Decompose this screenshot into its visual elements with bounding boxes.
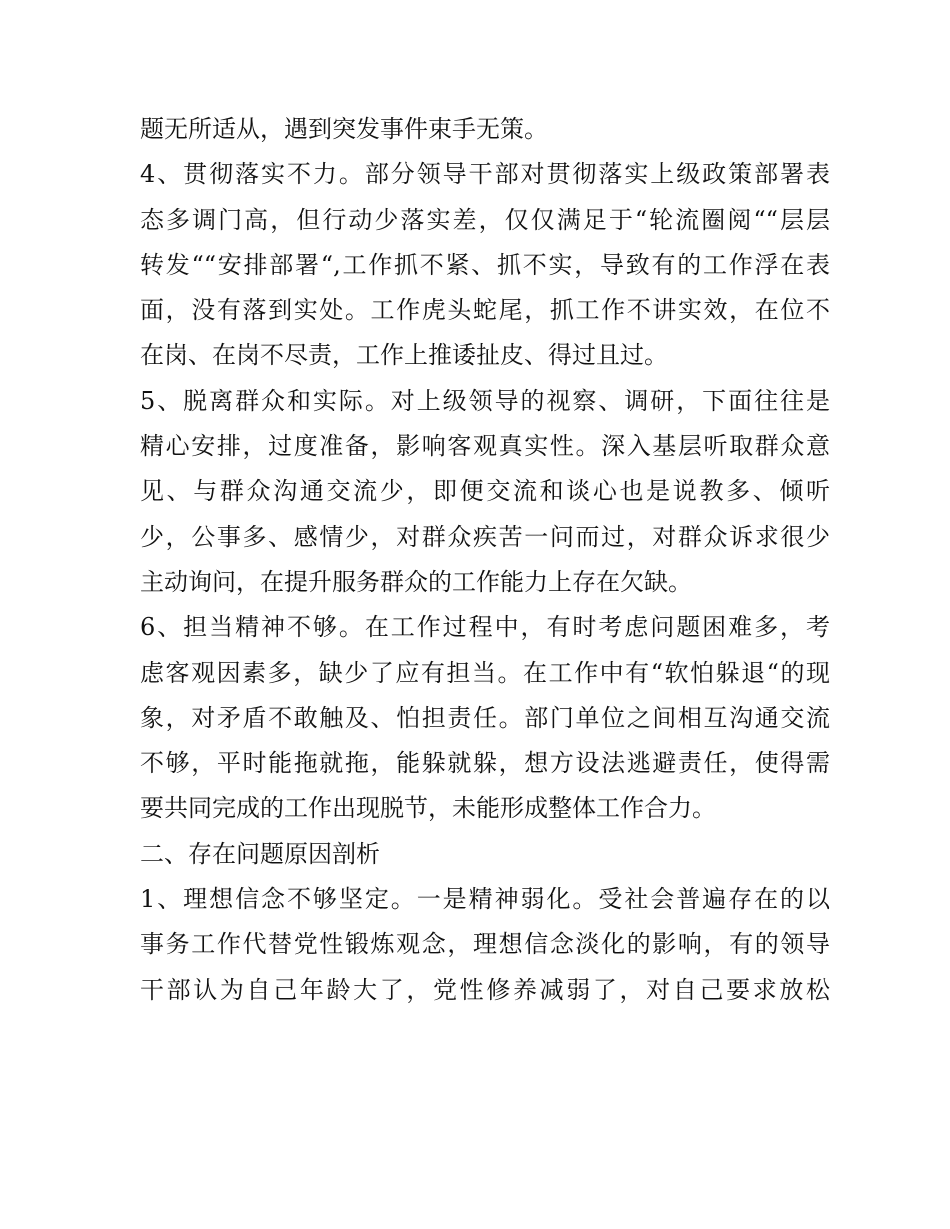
text-line: 二、存在问题原因剖析 (140, 839, 380, 868)
document-body (140, 107, 830, 1013)
text-line: 态多调门高，但行动少落实差，仅仅满足于“轮流圈阅““层层 (140, 205, 830, 234)
text-line: 题无所适从，遇到突发事件束手无策。 (140, 115, 548, 143)
text-line: 5、脱离群众和实际。对上级领导的视察、调研，下面往往是 (140, 386, 830, 415)
text-line: 象，对矛盾不敢触及、怕担责任。部门单位之间相互沟通交流 (140, 703, 830, 732)
text-line: 见、与群众沟通交流少，即便交流和谈心也是说教多、倾听 (140, 477, 830, 506)
text-line: 在岗、在岗不尽责，工作上推诿扯皮、得过且过。 (140, 341, 668, 370)
text-line: 6、担当精神不够。在工作过程中，有时考虑问题困难多，考 (140, 613, 830, 642)
text-line: 转发““安排部署“,工作抓不紧、抓不实，导致有的工作浮在表 (140, 250, 830, 279)
text-line: 不够，平时能拖就拖，能躲就躲，想方设法逃避责任，使得需 (140, 749, 830, 778)
text-line: 1、理想信念不够坚定。一是精神弱化。受社会普遍存在的以 (140, 885, 830, 914)
text-line: 干部认为自己年龄大了，党性修养减弱了，对自己要求放松 (140, 975, 830, 1004)
text-line: 精心安排，过度准备，影响客观真实性。深入基层听取群众意 (140, 432, 830, 461)
text-line: 4、贯彻落实不力。部分领导干部对贯彻落实上级政策部署表 (140, 160, 830, 189)
text-line: 主动询问，在提升服务群众的工作能力上存在欠缺。 (140, 567, 692, 596)
text-line: 要共同完成的工作出现脱节，未能形成整体工作合力。 (140, 794, 716, 823)
text-line: 面，没有落到实处。工作虎头蛇尾，抓工作不讲实效，在位不 (140, 296, 830, 325)
text-line: 虑客观因素多，缺少了应有担当。在工作中有“软怕躲退“的现 (140, 658, 830, 687)
text-line: 少，公事多、感情少，对群众疾苦一问而过，对群众诉求很少 (140, 522, 830, 551)
text-line: 事务工作代替党性锻炼观念，理想信念淡化的影响，有的领导 (140, 930, 830, 959)
